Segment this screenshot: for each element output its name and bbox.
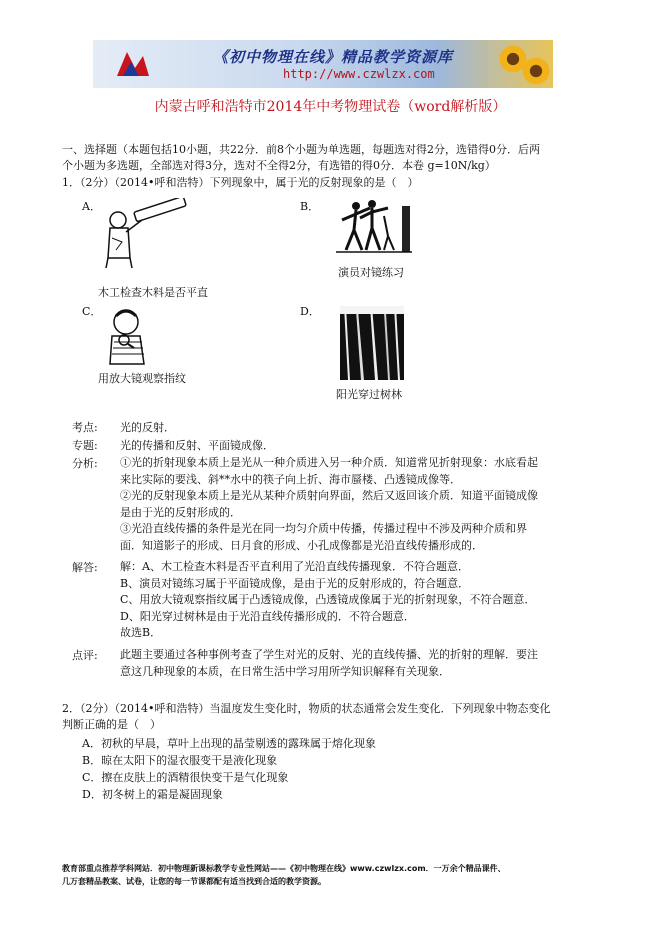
jieda-text	[120, 559, 600, 642]
performers-mirror-figure	[336, 196, 412, 256]
option-b-letter: B．	[300, 200, 320, 213]
dianping-line: 意这几种现象的本质，在日常生活中学习用所学知识解释有关现象．	[120, 664, 450, 678]
option-d-letter: D．	[300, 305, 320, 318]
dianping-text	[120, 647, 600, 680]
jieda-label: 解答:	[72, 561, 98, 574]
forest-sunlight-figure	[340, 306, 404, 380]
section-intro-line-2: 个小题为多选题，全部选对得3分，选对不全得2分，有选错的得0分．本卷 g=10N/kg）	[62, 159, 496, 172]
jieda-line: 解：A、木工检查木料是否平直利用了光沿直线传播现象．不符合题意．	[120, 560, 469, 573]
dianping-label: 点评:	[72, 649, 98, 662]
dianping-line: 此题主要通过各种事例考查了学生对光的反射、光的直线传播、光的折射的理解．要注	[120, 648, 538, 661]
carpenter-figure	[100, 198, 190, 270]
kaodian-label: 考点:	[72, 421, 98, 434]
option-c-letter: C．	[82, 305, 102, 318]
fenxi-label: 分析:	[72, 457, 98, 470]
fenxi-line: 是由于光的反射形成的．	[120, 505, 241, 519]
magnifier-figure	[104, 304, 154, 366]
page-footer	[62, 862, 602, 888]
question-2-option-d: D．初冬树上的霜是凝固现象	[82, 788, 223, 801]
page-title: 内蒙古呼和浩特市2014年中考物理试卷（word解析版）	[154, 99, 507, 115]
site-banner	[93, 40, 553, 88]
footer-line-1: 教育部重点推荐学科网站．初中物理新课标教学专业性网站——《初中物理在线》www.czwlzx.com．一万余个精品课件、	[62, 864, 506, 873]
question-2-option-c: C．擦在皮肤上的酒精很快变干是气化现象	[82, 771, 289, 784]
banner-url: http://www.czwlzx.com	[283, 67, 435, 81]
fenxi-line: ①光的折射现象本质上是光从一种介质进入另一种介质．知道常见折射现象：水底看起	[120, 456, 538, 469]
kaodian-text: 光的反射．	[120, 421, 175, 434]
site-logo-icon	[113, 46, 153, 82]
jieda-line: B、演员对镜练习属于平面镜成像，是由于光的反射形成的，符合题意．	[120, 576, 470, 590]
sunflower-icon	[521, 56, 551, 86]
section-intro-line-1: 一、选择题（本题包括10小题，共22分．前8个小题为单选题，每题选对得2分，选错得0分．后两	[62, 143, 540, 156]
question-2-option-b: B．晾在太阳下的湿衣服变干是液化现象	[82, 754, 278, 767]
fenxi-line: 面．知道影子的形成、日月食的形成、小孔成像都是光沿直线传播形成的．	[120, 538, 483, 552]
footer-line-2: 几万套精品教案、试卷，让您的每一节课都配有适当找到合适的教学资源。	[62, 877, 326, 886]
option-c-caption: 用放大镜观察指纹	[98, 372, 186, 385]
option-d-caption: 阳光穿过树林	[336, 388, 402, 401]
jieda-line: 故选B．	[120, 626, 162, 639]
jieda-line: C、用放大镜观察指纹属于凸透镜成像，凸透镜成像属于光的折射现象，不符合题意．	[120, 593, 536, 606]
fenxi-line: ②光的反射现象本质上是光从某种介质射向界面，然后又返回该介质．知道平面镜成像	[120, 489, 538, 502]
zhuanti-label: 专题:	[72, 439, 98, 452]
option-b-caption: 演员对镜练习	[338, 266, 404, 279]
fenxi-line: ③光沿直线传播的条件是光在同一均匀介质中传播，传播过程中不涉及两种介质和界	[120, 522, 527, 535]
fenxi-line: 来比实际的要浅、斜**水中的筷子向上折、海市蜃楼、凸透镜成像等．	[120, 472, 461, 486]
question-2-option-a: A．初秋的早晨，草叶上出现的晶莹剔透的露珠属于熔化现象	[82, 737, 376, 750]
fenxi-text	[120, 455, 600, 554]
question-1-stem: 1．（2分）（2014•呼和浩特）下列现象中，属于光的反射现象的是（ ）	[62, 176, 419, 189]
option-a-letter: A．	[82, 200, 101, 213]
jieda-line: D、阳光穿过树林是由于光沿直线传播形成的．不符合题意．	[120, 609, 415, 623]
question-2-stem-line-1: 2．（2分）（2014•呼和浩特）当温度发生变化时，物质的状态通常会发生变化．下列现象中物态变化	[62, 702, 551, 715]
zhuanti-text: 光的传播和反射、平面镜成像．	[120, 439, 274, 452]
question-2-stem-line-2: 判断正确的是（ ）	[62, 718, 161, 731]
option-a-caption: 木工检查木料是否平直	[98, 286, 208, 299]
banner-site-name: 《初中物理在线》精品教学资源库	[213, 48, 454, 66]
